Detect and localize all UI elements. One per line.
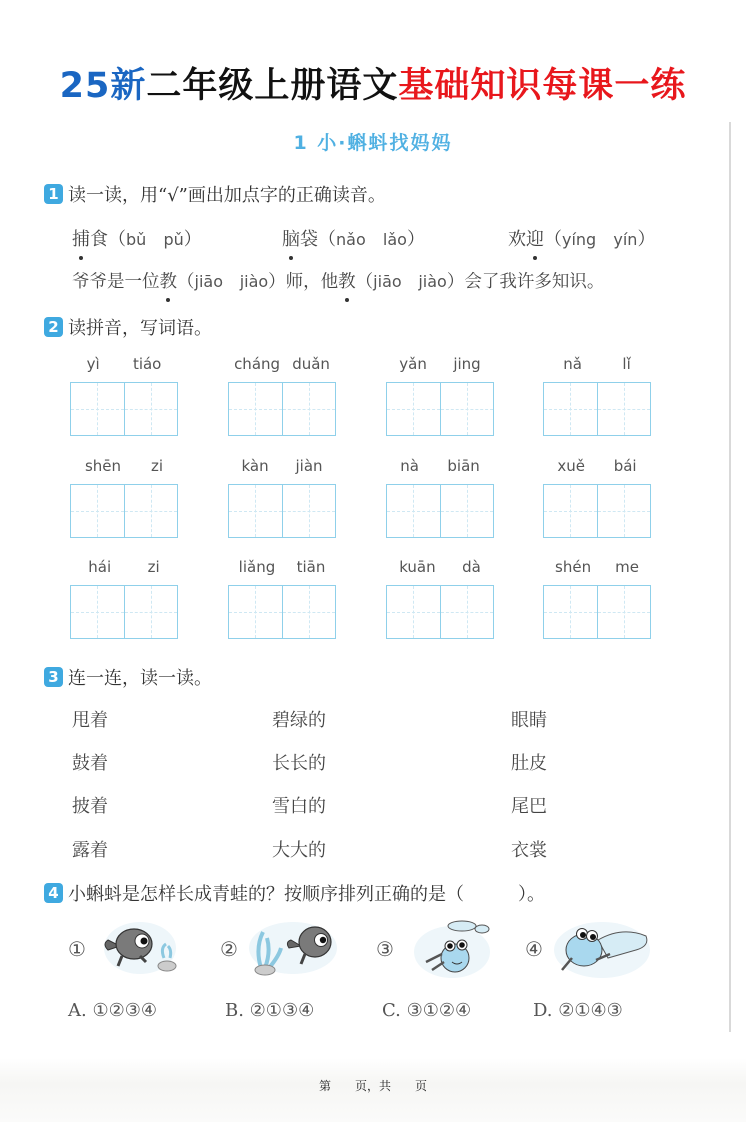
writing-box[interactable] xyxy=(228,382,336,436)
dotted-char: 教 xyxy=(338,268,356,293)
match-left-4[interactable]: 露着 xyxy=(72,840,108,861)
tianzige-cell[interactable] xyxy=(283,485,336,537)
pinyin-option[interactable]: pǔ xyxy=(163,230,184,249)
frog-long-tail-icon xyxy=(552,918,652,980)
word-item xyxy=(70,457,178,538)
section-1-heading xyxy=(44,181,386,207)
stage-1-number: ① xyxy=(68,937,86,961)
pinyin-option[interactable]: yíng xyxy=(562,230,597,249)
title-series: 基础知识每课一练 xyxy=(398,65,687,106)
word-item xyxy=(386,355,494,436)
writing-box[interactable] xyxy=(386,382,494,436)
pinyin-option[interactable]: yín xyxy=(613,230,638,249)
match-right-4[interactable]: 衣裳 xyxy=(511,840,547,861)
word-item xyxy=(70,355,178,436)
section-1-badge: 1 xyxy=(44,184,63,204)
word-pinyin xyxy=(543,355,651,377)
tianzige-cell[interactable] xyxy=(71,383,125,435)
word-pinyin xyxy=(228,355,336,377)
pinyin-syllable: liǎng xyxy=(238,558,276,576)
word-pinyin xyxy=(70,457,178,479)
tianzige-cell[interactable] xyxy=(125,383,178,435)
word-pinyin xyxy=(70,355,178,377)
word-item xyxy=(70,558,178,639)
pinyin-syllable: zi xyxy=(150,457,164,475)
pinyin-syllable: nǎ xyxy=(563,355,582,373)
tianzige-cell[interactable] xyxy=(544,383,598,435)
frog-short-tail-icon xyxy=(410,918,495,980)
tianzige-cell[interactable] xyxy=(125,586,178,638)
section-3-badge: 3 xyxy=(44,667,63,687)
pinyin-syllable: shén xyxy=(555,558,592,576)
dotted-char: 迎 xyxy=(526,225,544,251)
pinyin-syllable: zi xyxy=(147,558,160,576)
tianzige-cell[interactable] xyxy=(229,586,283,638)
word-item xyxy=(228,558,336,639)
word-pinyin xyxy=(386,457,494,479)
pinyin-syllable: shēn xyxy=(84,457,122,475)
pinyin-syllable: jiàn xyxy=(295,457,323,475)
tianzige-cell[interactable] xyxy=(598,383,651,435)
lesson-title: 1 小·蝌蚪找妈妈 xyxy=(293,132,453,154)
pinyin-syllable: yǎn xyxy=(399,355,427,373)
word-pinyin xyxy=(543,457,651,479)
match-right-2[interactable]: 肚皮 xyxy=(511,753,547,774)
choice-c[interactable]: C. ③①②④ xyxy=(382,1000,472,1021)
tianzige-cell[interactable] xyxy=(283,383,336,435)
choice-d[interactable]: D. ②①④③ xyxy=(533,1000,623,1021)
word-pinyin xyxy=(386,355,494,377)
match-left-3[interactable]: 披着 xyxy=(72,796,108,817)
pinyin-syllable: dà xyxy=(462,558,481,576)
tianzige-cell[interactable] xyxy=(283,586,336,638)
writing-box[interactable] xyxy=(543,484,651,538)
writing-box[interactable] xyxy=(70,484,178,538)
reading-item-2: 脑袋（nǎo lǎo） xyxy=(282,225,425,251)
section-4-badge: 4 xyxy=(44,883,63,903)
match-middle-3[interactable]: 雪白的 xyxy=(272,796,326,817)
pinyin-syllable: jing xyxy=(453,355,481,373)
pinyin-syllable: tiān xyxy=(296,558,326,576)
dotted-char: 脑 xyxy=(282,225,300,251)
pinyin-option[interactable]: lǎo xyxy=(382,230,407,249)
word-item xyxy=(228,457,336,538)
document-title xyxy=(0,58,746,108)
word-pinyin xyxy=(228,558,336,580)
match-right-3[interactable]: 尾巴 xyxy=(511,796,547,817)
pinyin-syllable: tiáo xyxy=(132,355,162,373)
tianzige-cell[interactable] xyxy=(441,586,494,638)
pinyin-syllable: me xyxy=(615,558,639,576)
title-grade: 二年级上册语文 xyxy=(146,65,399,106)
tianzige-cell[interactable] xyxy=(441,383,494,435)
word-pinyin xyxy=(70,558,178,580)
pinyin-syllable: yì xyxy=(86,355,100,373)
tianzige-cell[interactable] xyxy=(71,586,125,638)
writing-box[interactable] xyxy=(228,585,336,639)
word-item xyxy=(386,558,494,639)
choice-a[interactable]: A. ①②③④ xyxy=(68,1000,157,1021)
pinyin-option[interactable]: jiào xyxy=(239,272,269,291)
pinyin-syllable: hái xyxy=(88,558,112,576)
choice-b[interactable]: B. ②①③④ xyxy=(225,1000,315,1021)
writing-box[interactable] xyxy=(228,484,336,538)
pinyin-option[interactable]: jiāo xyxy=(373,272,402,291)
pinyin-syllable: cháng xyxy=(234,355,281,373)
section-2-heading xyxy=(44,314,212,340)
writing-box[interactable] xyxy=(543,382,651,436)
reading-item-1: 捕食（bǔ pǔ） xyxy=(72,225,202,251)
tianzige-cell[interactable] xyxy=(229,383,283,435)
tianzige-cell[interactable] xyxy=(387,586,441,638)
word-item xyxy=(386,457,494,538)
section-4-title: 小蝌蚪是怎样长成青蛙的？按顺序排列正确的是（ ）。 xyxy=(68,884,545,905)
match-middle-1[interactable]: 碧绿的 xyxy=(272,710,326,731)
writing-box[interactable] xyxy=(70,585,178,639)
reading-item-3: 欢迎（yíng yín） xyxy=(508,225,655,251)
pinyin-option[interactable]: jiào xyxy=(418,272,447,291)
stage-4-number: ④ xyxy=(525,937,543,961)
writing-box[interactable] xyxy=(70,382,178,436)
pinyin-option[interactable]: jiāo xyxy=(194,272,223,291)
tadpole-with-seaweed-icon xyxy=(245,918,340,978)
section-2-title: 读拼音，写词语。 xyxy=(68,318,212,339)
word-pinyin xyxy=(543,558,651,580)
pinyin-syllable: xuě xyxy=(557,457,585,475)
pinyin-syllable: duǎn xyxy=(292,355,330,373)
word-item xyxy=(228,355,336,436)
writing-box[interactable] xyxy=(386,484,494,538)
tianzige-cell[interactable] xyxy=(544,586,598,638)
pinyin-syllable: biān xyxy=(447,457,480,475)
section-3-title: 连一连，读一读。 xyxy=(68,668,212,689)
word-item xyxy=(543,355,651,436)
match-left-2[interactable]: 鼓着 xyxy=(72,753,108,774)
writing-box[interactable] xyxy=(386,585,494,639)
tianzige-cell[interactable] xyxy=(387,485,441,537)
section-3-heading xyxy=(44,664,212,690)
word-pinyin xyxy=(386,558,494,580)
reading-sentence: 爷爷是一位教（jiāo jiào）师，他教（jiāo jiào）会了我许多知识。 xyxy=(72,268,604,293)
section-2-badge: 2 xyxy=(44,317,63,337)
stage-2-number: ② xyxy=(220,937,238,961)
tianzige-cell[interactable] xyxy=(229,485,283,537)
match-left-1[interactable]: 甩着 xyxy=(72,710,108,731)
tianzige-cell[interactable] xyxy=(441,485,494,537)
tianzige-cell[interactable] xyxy=(387,383,441,435)
match-right-1[interactable]: 眼睛 xyxy=(511,710,547,731)
pinyin-option[interactable]: bǔ xyxy=(126,230,147,249)
section-4-heading xyxy=(44,880,545,906)
page-edge-divider xyxy=(729,122,731,1032)
tianzige-cell[interactable] xyxy=(598,485,651,537)
tianzige-cell[interactable] xyxy=(125,485,178,537)
tianzige-cell[interactable] xyxy=(544,485,598,537)
match-middle-4[interactable]: 大大的 xyxy=(272,840,326,861)
pinyin-option[interactable]: nǎo xyxy=(336,230,366,249)
tianzige-cell[interactable] xyxy=(71,485,125,537)
writing-box[interactable] xyxy=(543,585,651,639)
stage-3-number: ③ xyxy=(376,937,394,961)
tadpole-with-back-legs-icon xyxy=(100,918,185,978)
pinyin-syllable: bái xyxy=(613,457,637,475)
word-pinyin xyxy=(228,457,336,479)
dotted-char: 教 xyxy=(160,268,178,293)
pinyin-syllable: kuān xyxy=(399,558,436,576)
page-footer: 第 页，共 页 xyxy=(318,1079,427,1093)
pinyin-syllable: lǐ xyxy=(622,355,631,373)
dotted-char: 捕 xyxy=(72,225,90,251)
pinyin-syllable: kàn xyxy=(241,457,269,475)
title-prefix: 25新 xyxy=(59,66,147,106)
tianzige-cell[interactable] xyxy=(598,586,651,638)
match-middle-2[interactable]: 长长的 xyxy=(272,753,326,774)
pinyin-syllable: nà xyxy=(400,457,419,475)
word-item xyxy=(543,558,651,639)
section-1-title: 读一读，用“√”画出加点字的正确读音。 xyxy=(68,185,386,206)
word-item xyxy=(543,457,651,538)
